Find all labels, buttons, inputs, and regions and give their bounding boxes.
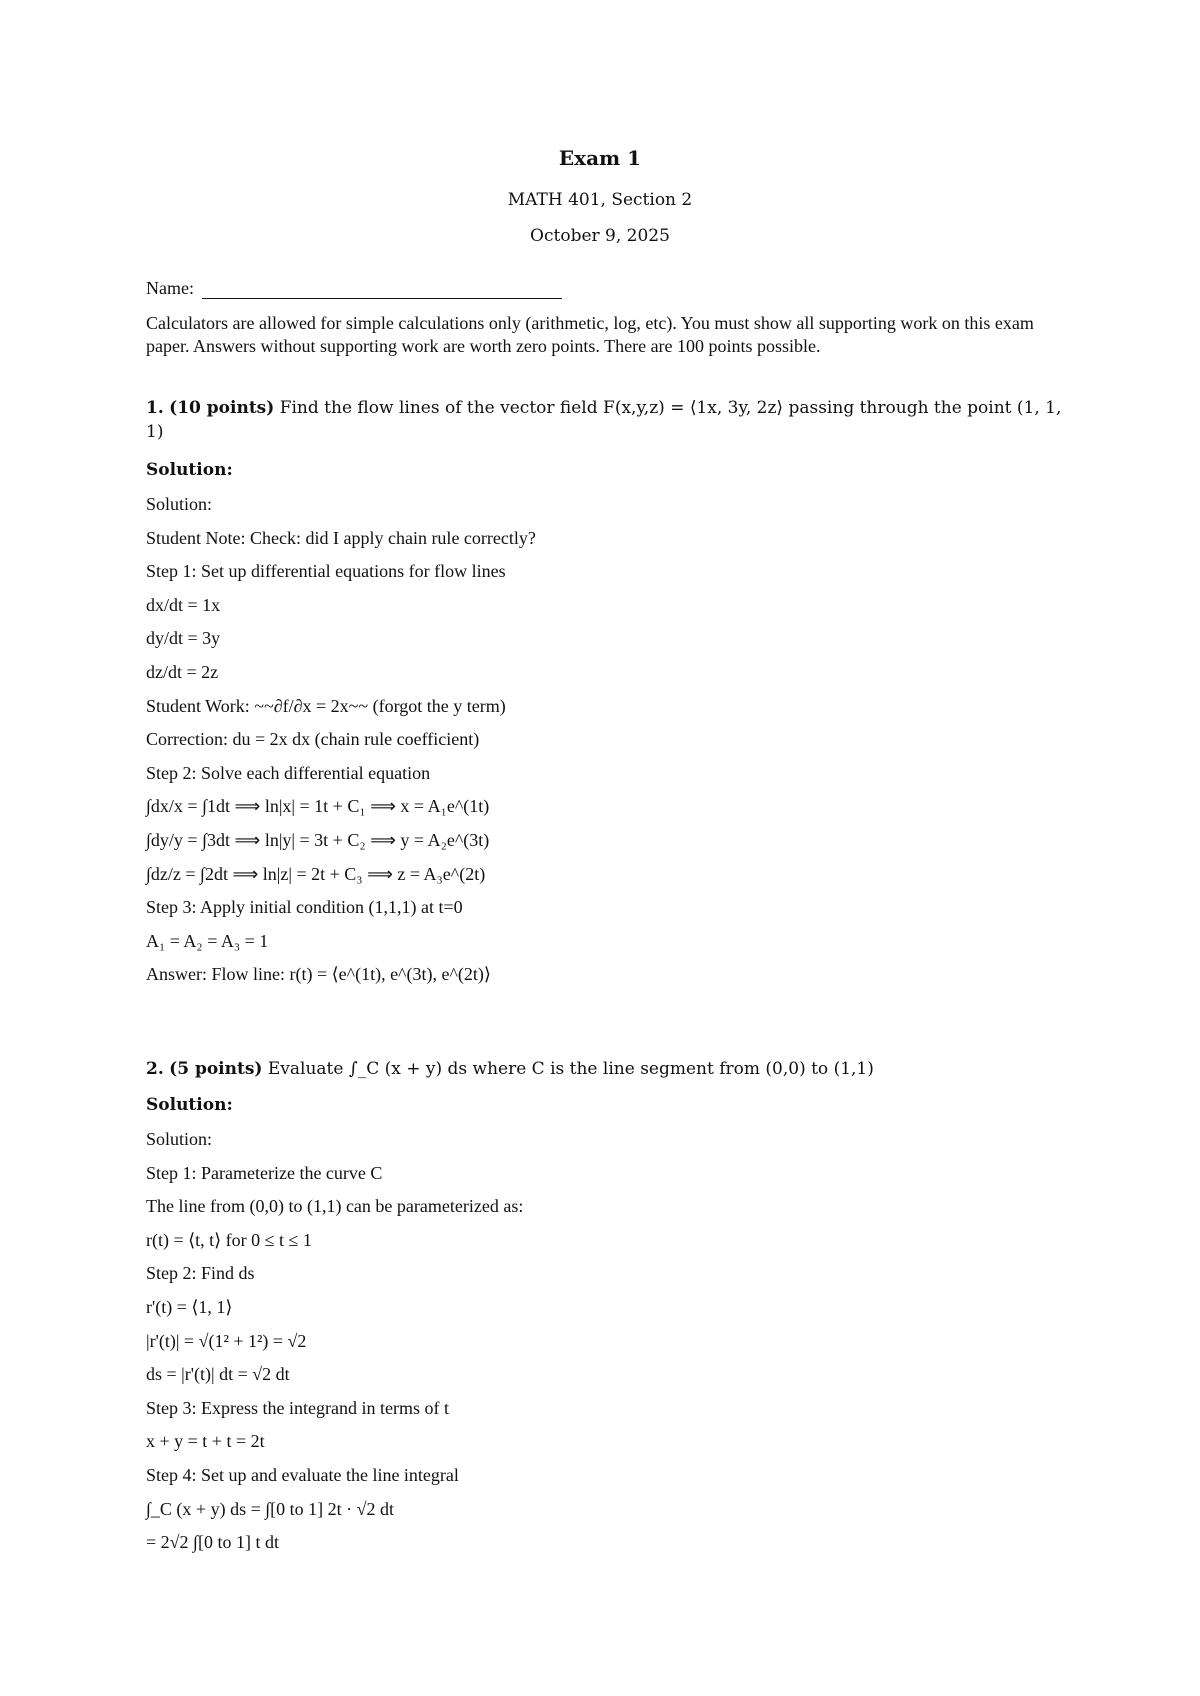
problem-1-statement [146, 396, 1066, 444]
solution-line: Step 1: Parameterize the curve C [146, 1162, 383, 1183]
problem-2-statement [146, 1057, 1066, 1081]
problem-2-prompt: Evaluate ∫_C (x + y) ds where C is the line segment from (0,0) to (1,1) [262, 1059, 874, 1079]
solution-line: Student Work: ~~∂f/∂x = 2x~~ (forgot the y term) [146, 695, 506, 716]
problem-1-prompt: Find the flow lines of the vector field F(x,y,z) = ⟨1x, 3y, 2z⟩ passing through the point (1, 1, 1) [146, 398, 1062, 442]
solution-line: Step 1: Set up differential equations for flow lines [146, 561, 506, 582]
solution-line: x + y = t + t = 2t [146, 1431, 265, 1452]
solution-line: Answer: Flow line: r(t) = ⟨e^(1t), e^(3t), e^(2t)⟩ [146, 964, 491, 985]
solution-line: ∫dx/x = ∫1dt ⟹ ln|x| = 1t + C₁ ⟹ x = A₁e^(1t) [146, 796, 490, 817]
solution-line: Step 3: Express the integrand in terms of t [146, 1397, 449, 1418]
solution-line: Step 4: Set up and evaluate the line integral [146, 1464, 459, 1485]
problem-1-points: (10 points) [169, 398, 275, 418]
name-row [146, 278, 562, 299]
solution-line: ∫dz/z = ∫2dt ⟹ ln|z| = 2t + C₃ ⟹ z = A₃e^(2t) [146, 863, 486, 884]
name-label: Name: [146, 278, 194, 298]
solution-line: Student Note: Check: did I apply chain rule correctly? [146, 527, 536, 548]
problem-2-points: (5 points) [169, 1059, 263, 1079]
problem-1-number: 1. [146, 398, 164, 418]
solution-line: dy/dt = 3y [146, 628, 221, 649]
solution-line: Step 2: Solve each differential equation [146, 762, 431, 783]
instructions: Calculators are allowed for simple calculations only (arithmetic, log, etc). You must show all supporting work on this exam paper. Answers without supporting work are worth zero points. There are 100 points possible. [146, 313, 1034, 356]
problem-1-solution-lines [146, 494, 536, 998]
solution-line: dz/dt = 2z [146, 661, 219, 682]
solution-line: dx/dt = 1x [146, 594, 221, 615]
solution-line: |r'(t)| = √(1² + 1²) = √2 [146, 1330, 307, 1351]
solution-line: = 2√2 ∫[0 to 1] t dt [146, 1532, 279, 1553]
solution-line: Step 3: Apply initial condition (1,1,1) at t=0 [146, 897, 463, 918]
exam-title: Exam 1 [558, 146, 642, 170]
solution-line: ∫_C (x + y) ds = ∫[0 to 1] 2t · √2 dt [146, 1498, 395, 1519]
solution-line: ds = |r'(t)| dt = √2 dt [146, 1364, 290, 1385]
problem-1-solution-heading: Solution: [146, 460, 233, 480]
solution-line: Correction: du = 2x dx (chain rule coefficient) [146, 729, 480, 750]
exam-date: October 9, 2025 [530, 226, 670, 246]
solution-line: The line from (0,0) to (1,1) can be parameterized as: [146, 1196, 524, 1217]
solution-line: r(t) = ⟨t, t⟩ for 0 ≤ t ≤ 1 [146, 1229, 312, 1250]
solution-line: Step 2: Find ds [146, 1263, 255, 1284]
solution-line: A₁ = A₂ = A₃ = 1 [146, 930, 269, 951]
solution-line: ∫dy/y = ∫3dt ⟹ ln|y| = 3t + C₂ ⟹ y = A₂e^(3t) [146, 829, 490, 850]
problem-2-number: 2. [146, 1059, 164, 1079]
course-info: MATH 401, Section 2 [507, 190, 693, 210]
solution-line: r'(t) = ⟨1, 1⟩ [146, 1296, 233, 1317]
problem-2-solution-lines [146, 1129, 523, 1566]
solution-line: Solution: [146, 494, 213, 514]
name-blank[interactable] [202, 280, 562, 299]
problem-2-solution-heading: Solution: [146, 1095, 233, 1115]
solution-line: Solution: [146, 1129, 213, 1149]
